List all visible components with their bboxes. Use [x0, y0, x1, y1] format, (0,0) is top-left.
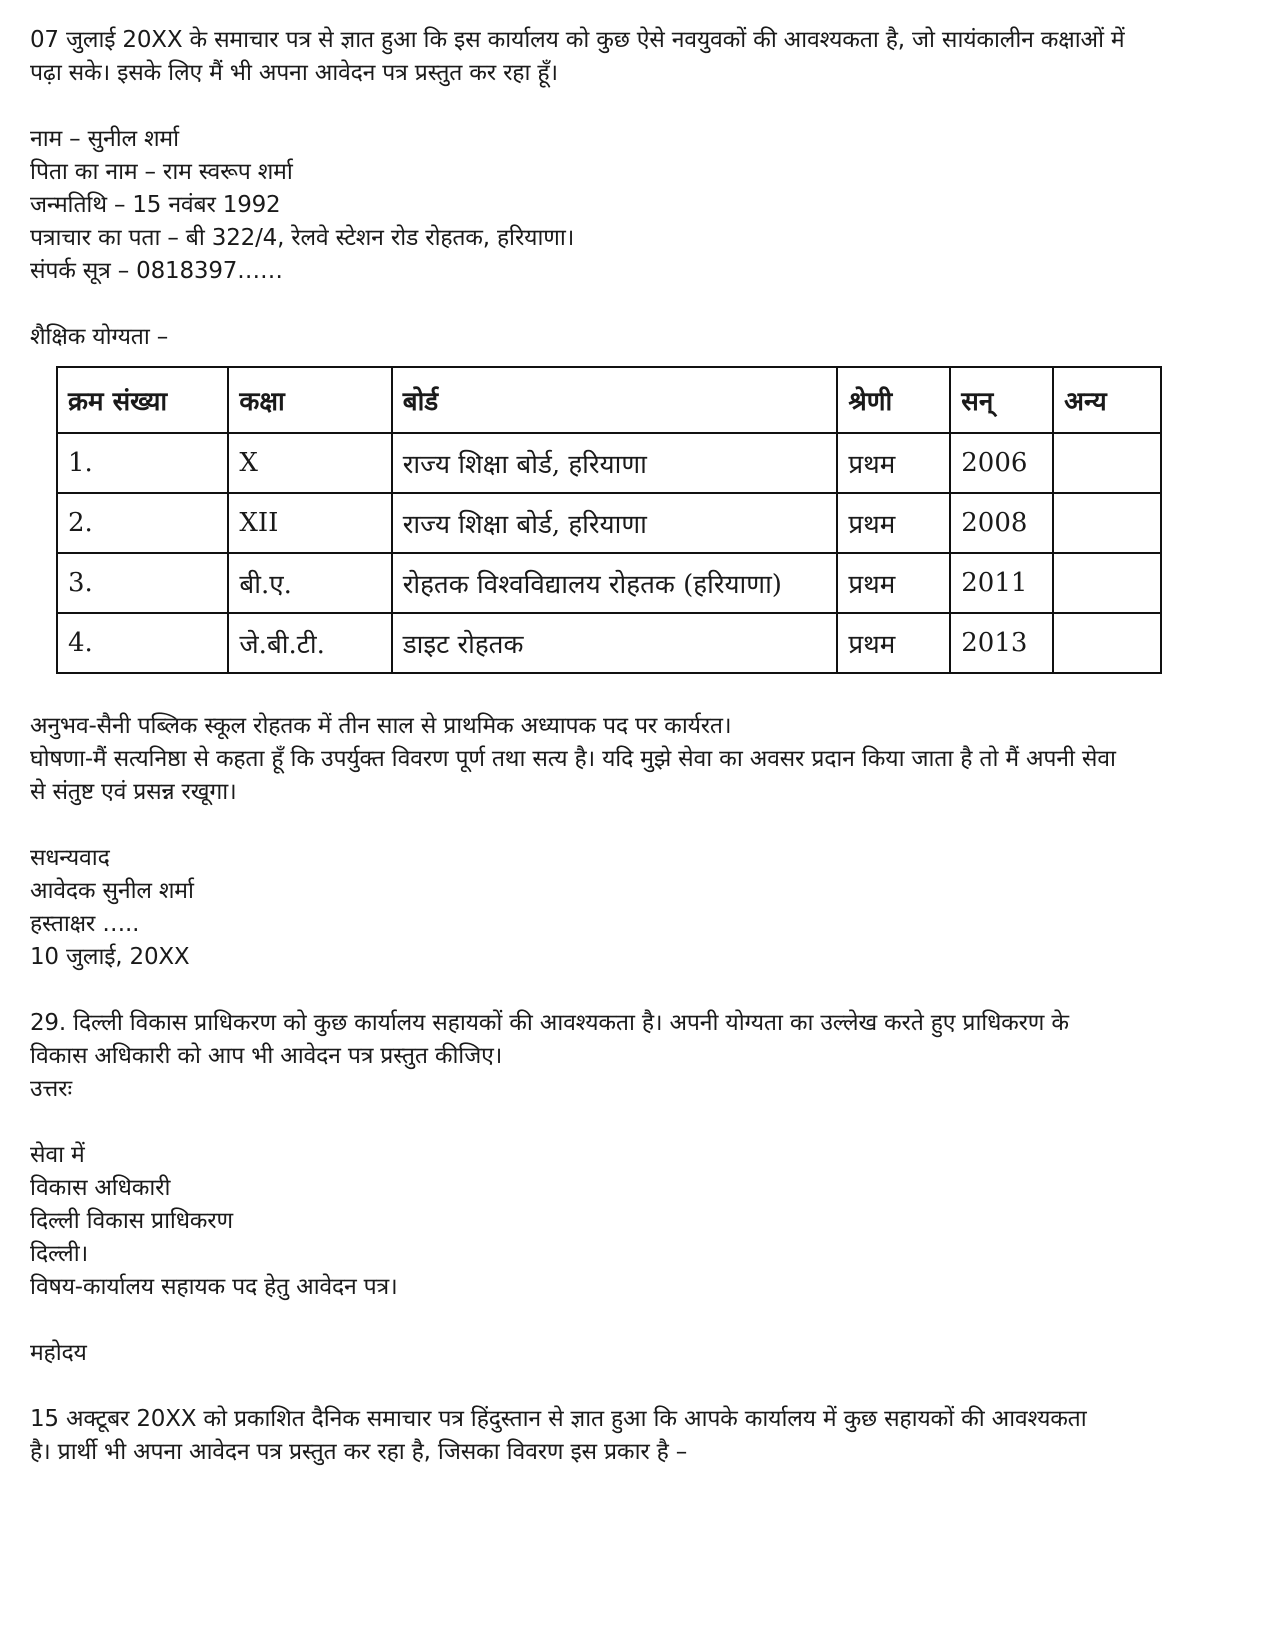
cell-other — [1053, 433, 1161, 493]
closing-signature: हस्ताक्षर ….. — [30, 911, 140, 937]
cell-serial: 4. — [57, 613, 228, 673]
cell-board: राज्य शिक्षा बोर्ड, हरियाणा — [392, 433, 838, 493]
cell-other — [1053, 493, 1161, 553]
body-line-1: 15 अक्टूबर 20XX को प्रकाशित दैनिक समाचार पत्र हिंदुस्तान से ज्ञात हुआ कि आपके कार्यालय में कुछ सहायकों की आवश्यकता — [30, 1406, 1087, 1432]
cell-division: प्रथम — [837, 613, 950, 673]
cell-division: प्रथम — [837, 553, 950, 613]
cell-year: 2008 — [950, 493, 1053, 553]
cell-class: X — [228, 433, 391, 493]
detail-contact: संपर्क सूत्र – 0818397…… — [30, 258, 283, 284]
address-officer: विकास अधिकारी — [30, 1175, 171, 1201]
cell-board: राज्य शिक्षा बोर्ड, हरियाणा — [392, 493, 838, 553]
qualification-table — [56, 366, 1162, 674]
header-year: सन् — [950, 367, 1053, 433]
cell-other — [1053, 613, 1161, 673]
table-row — [57, 433, 1161, 493]
closing-applicant: आवेदक सुनील शर्मा — [30, 878, 194, 904]
qualification-label: शैक्षिक योग्यता – — [30, 324, 169, 350]
address-city: दिल्ली। — [30, 1241, 89, 1267]
cell-serial: 2. — [57, 493, 228, 553]
address-org: दिल्ली विकास प्राधिकरण — [30, 1208, 233, 1234]
closing-thanks: सधन्यवाद — [30, 845, 110, 871]
cell-other — [1053, 553, 1161, 613]
declaration-line-1: घोषणा-मैं सत्यनिष्ठा से कहता हूँ कि उपर्युक्त विवरण पूर्ण तथा सत्य है। यदि मुझे सेवा का अवसर प्रदान किया जाता है तो मैं अपनी सेवा — [30, 746, 1116, 772]
cell-year: 2006 — [950, 433, 1053, 493]
experience-text: अनुभव-सैनी पब्लिक स्कूल रोहतक में तीन साल से प्राथमिक अध्यापक पद पर कार्यरत। — [30, 713, 732, 739]
answer-label: उत्तरः — [30, 1076, 72, 1102]
body-line-2: है। प्रार्थी भी अपना आवेदन पत्र प्रस्तुत कर रहा है, जिसका विवरण इस प्रकार है – — [30, 1439, 688, 1465]
salutation: महोदय — [30, 1340, 87, 1366]
closing-date: 10 जुलाई, 20XX — [30, 944, 190, 970]
intro-line-2: पढ़ा सके। इसके लिए मैं भी अपना आवेदन पत्र प्रस्तुत कर रहा हूँ। — [30, 60, 558, 86]
table-row — [57, 493, 1161, 553]
cell-serial: 3. — [57, 553, 228, 613]
cell-year: 2011 — [950, 553, 1053, 613]
declaration-line-2: से संतुष्ट एवं प्रसन्न रखूगा। — [30, 779, 237, 805]
header-division: श्रेणी — [837, 367, 950, 433]
header-serial: क्रम संख्या — [57, 367, 228, 433]
detail-father: पिता का नाम – राम स्वरूप शर्मा — [30, 159, 293, 185]
question-line-2: विकास अधिकारी को आप भी आवेदन पत्र प्रस्तुत कीजिए। — [30, 1043, 503, 1069]
detail-dob: जन्मतिथि – 15 नवंबर 1992 — [30, 192, 281, 218]
cell-class: XII — [228, 493, 391, 553]
cell-year: 2013 — [950, 613, 1053, 673]
intro-line-1: 07 जुलाई 20XX के समाचार पत्र से ज्ञात हुआ कि इस कार्यालय को कुछ ऐसे नवयुवकों की आवश्यकता है, जो सायंकालीन कक्षाओं में — [30, 27, 1125, 53]
detail-name: नाम – सुनील शर्मा — [30, 126, 179, 152]
table-row — [57, 553, 1161, 613]
cell-board: रोहतक विश्वविद्यालय रोहतक (हरियाणा) — [392, 553, 838, 613]
header-other: अन्य — [1053, 367, 1161, 433]
cell-serial: 1. — [57, 433, 228, 493]
header-board: बोर्ड — [392, 367, 838, 433]
table-header-row — [57, 367, 1161, 433]
cell-class: जे.बी.टी. — [228, 613, 391, 673]
cell-division: प्रथम — [837, 493, 950, 553]
cell-class: बी.ए. — [228, 553, 391, 613]
header-class: कक्षा — [228, 367, 391, 433]
address-to: सेवा में — [30, 1142, 85, 1168]
question-line-1: 29. दिल्ली विकास प्राधिकरण को कुछ कार्यालय सहायकों की आवश्यकता है। अपनी योग्यता का उल्लेख करते हुए प्राधिकरण के — [30, 1010, 1069, 1036]
detail-address: पत्राचार का पता – बी 322/4, रेलवे स्टेशन रोड रोहतक, हरियाणा। — [30, 225, 575, 251]
cell-board: डाइट रोहतक — [392, 613, 838, 673]
cell-division: प्रथम — [837, 433, 950, 493]
document-page — [30, 24, 1250, 1469]
address-subject: विषय-कार्यालय सहायक पद हेतु आवेदन पत्र। — [30, 1274, 398, 1300]
table-row — [57, 613, 1161, 673]
